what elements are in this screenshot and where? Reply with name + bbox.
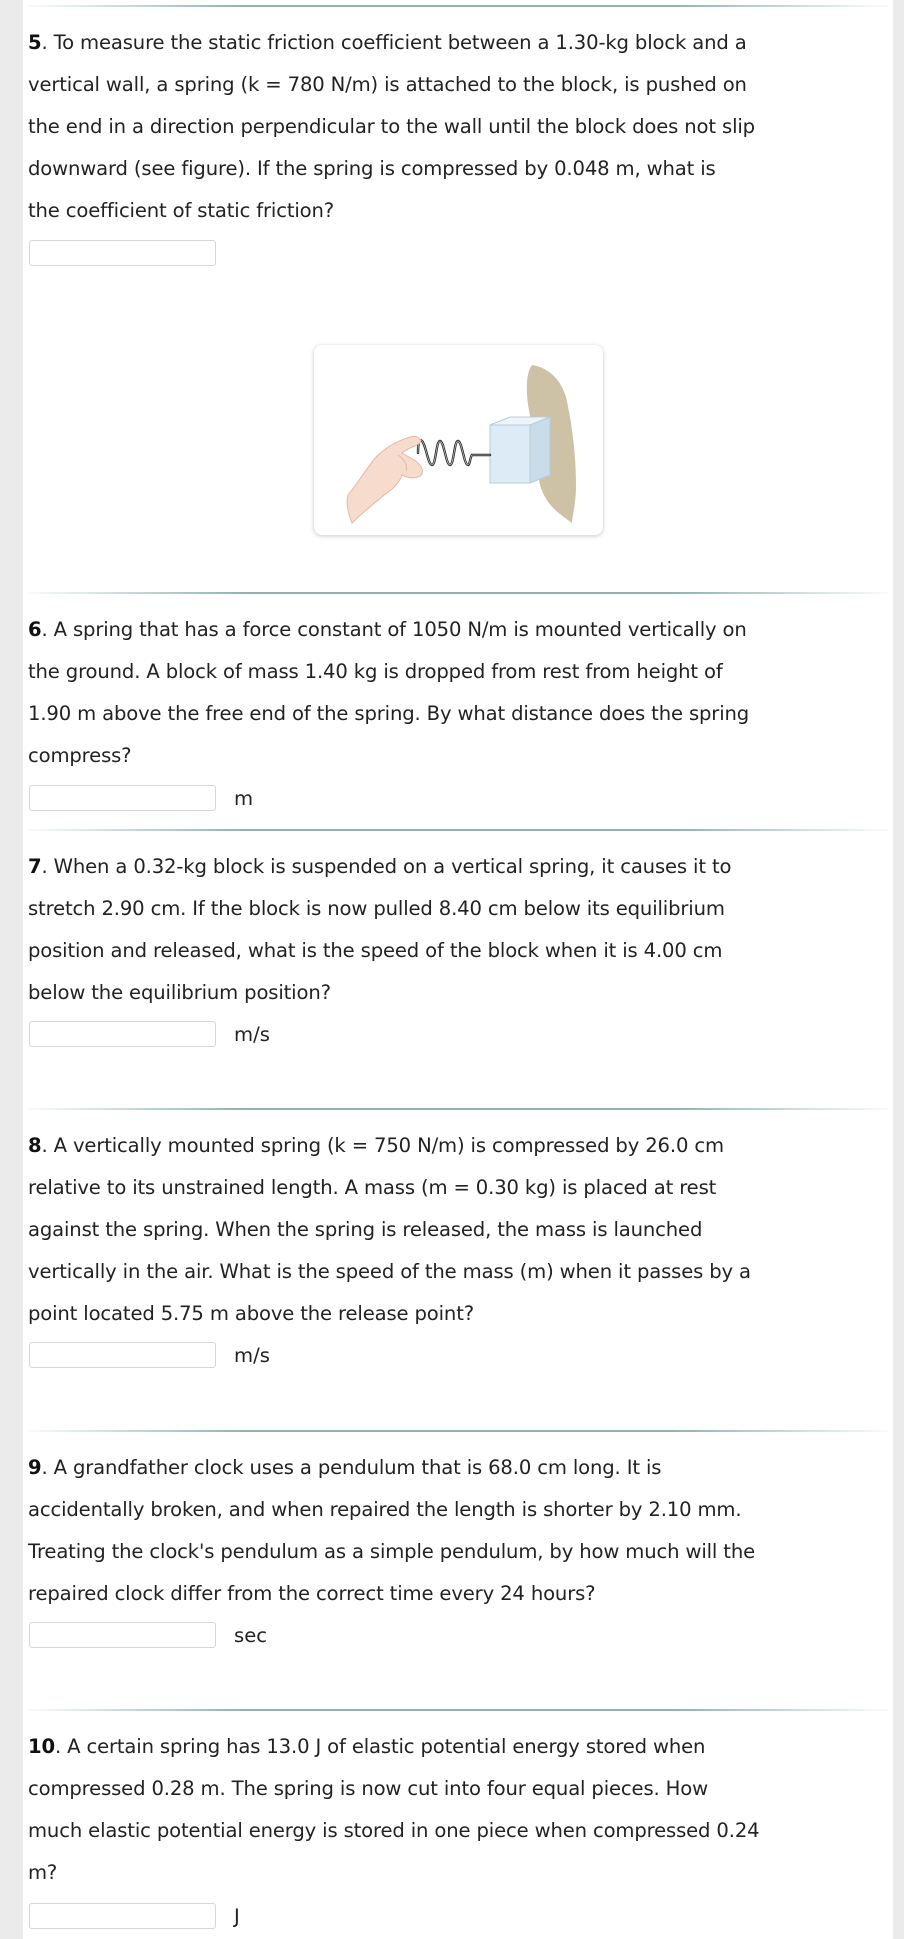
divider	[28, 5, 888, 7]
question-text-line: accidentally broken, and when repaired the length is shorter by 2.10 mm.	[28, 1498, 742, 1521]
question-6	[28, 609, 890, 777]
question-text: . To measure the static friction coefficient between a 1.30-kg block and a	[41, 31, 747, 54]
question-text-line	[28, 22, 890, 64]
question-8	[28, 1125, 890, 1335]
question-text-line: the ground. A block of mass 1.40 kg is dropped from rest from height of	[28, 660, 723, 683]
question-text: . When a 0.32-kg block is suspended on a vertical spring, it causes it to	[41, 855, 732, 878]
figure-spring-block-wall	[314, 345, 603, 535]
unit-label: m	[234, 786, 254, 810]
question-7	[28, 846, 890, 1014]
question-text-line: 1.90 m above the free end of the spring. By what distance does the spring	[28, 702, 750, 725]
question-number: 6	[28, 618, 42, 641]
right-scrollbar-track[interactable]	[893, 0, 904, 1939]
question-text: . A vertically mounted spring (k = 750 N/m) is compressed by 26.0 cm	[41, 1134, 724, 1157]
answer-row-7	[29, 1021, 270, 1047]
question-text-line: the coefficient of static friction?	[28, 199, 335, 222]
question-text-line	[28, 1447, 890, 1489]
question-number: 7	[28, 855, 42, 878]
question-text-line: stretch 2.90 cm. If the block is now pulled 8.40 cm below its equilibrium	[28, 897, 725, 920]
question-text-line: Treating the clock's pendulum as a simple pendulum, by how much will the	[28, 1540, 755, 1563]
question-text-line	[28, 1125, 890, 1167]
answer-row-5	[29, 240, 216, 266]
question-text-line: position and released, what is the speed of the block when it is 4.00 cm	[28, 939, 723, 962]
answer-input-7[interactable]	[29, 1021, 216, 1047]
question-text-line: compressed 0.28 m. The spring is now cut into four equal pieces. How	[28, 1777, 708, 1800]
hand-icon	[347, 436, 422, 523]
question-number: 10	[28, 1735, 55, 1758]
question-9	[28, 1447, 890, 1615]
divider	[28, 1430, 888, 1432]
answer-row-9	[29, 1622, 267, 1648]
figure-illustration	[314, 345, 603, 535]
question-text-line: m?	[28, 1861, 58, 1884]
question-text-line: much elastic potential energy is stored in one piece when compressed 0.24	[28, 1819, 760, 1842]
question-text-line: vertically in the air. What is the speed of the mass (m) when it passes by a	[28, 1260, 751, 1283]
answer-input-6[interactable]	[29, 785, 216, 811]
question-text-line	[28, 846, 890, 888]
question-text-line: repaired clock differ from the correct time every 24 hours?	[28, 1582, 596, 1605]
question-text-line: the end in a direction perpendicular to the wall until the block does not slip	[28, 115, 755, 138]
unit-label: m/s	[234, 1022, 270, 1046]
unit-label: sec	[234, 1623, 268, 1647]
question-text-line	[28, 1726, 890, 1768]
question-number: 9	[28, 1456, 42, 1479]
answer-input-9[interactable]	[29, 1622, 216, 1648]
question-number: 8	[28, 1134, 42, 1157]
block-icon	[490, 417, 550, 483]
question-text-line: below the equilibrium position?	[28, 981, 331, 1004]
unit-label: J	[234, 1904, 240, 1928]
question-text-line: relative to its unstrained length. A mass (m = 0.30 kg) is placed at rest	[28, 1176, 717, 1199]
answer-input-10[interactable]	[29, 1903, 216, 1929]
question-text-line: point located 5.75 m above the release point?	[28, 1302, 474, 1325]
divider	[28, 1108, 888, 1110]
question-5	[28, 22, 890, 232]
answer-row-8	[29, 1342, 270, 1368]
question-text-line: downward (see figure). If the spring is compressed by 0.048 m, what is	[28, 157, 716, 180]
question-text-line: compress?	[28, 744, 132, 767]
left-gutter	[0, 0, 23, 1939]
divider	[28, 829, 888, 831]
question-text: . A spring that has a force constant of 1050 N/m is mounted vertically on	[41, 618, 747, 641]
answer-row-10	[29, 1903, 240, 1929]
question-text: . A certain spring has 13.0 J of elastic potential energy stored when	[54, 1735, 706, 1758]
answer-row-6	[29, 785, 253, 811]
unit-label: m/s	[234, 1343, 270, 1367]
divider	[28, 592, 888, 594]
question-text-line: against the spring. When the spring is released, the mass is launched	[28, 1218, 703, 1241]
spring-icon	[418, 440, 490, 465]
question-10	[28, 1726, 890, 1894]
question-text-line: vertical wall, a spring (k = 780 N/m) is attached to the block, is pushed on	[28, 73, 747, 96]
divider	[28, 1709, 888, 1711]
answer-input-8[interactable]	[29, 1342, 216, 1368]
question-number: 5	[28, 31, 42, 54]
question-text-line	[28, 609, 890, 651]
answer-input-5[interactable]	[29, 240, 216, 266]
question-text: . A grandfather clock uses a pendulum that is 68.0 cm long. It is	[41, 1456, 662, 1479]
